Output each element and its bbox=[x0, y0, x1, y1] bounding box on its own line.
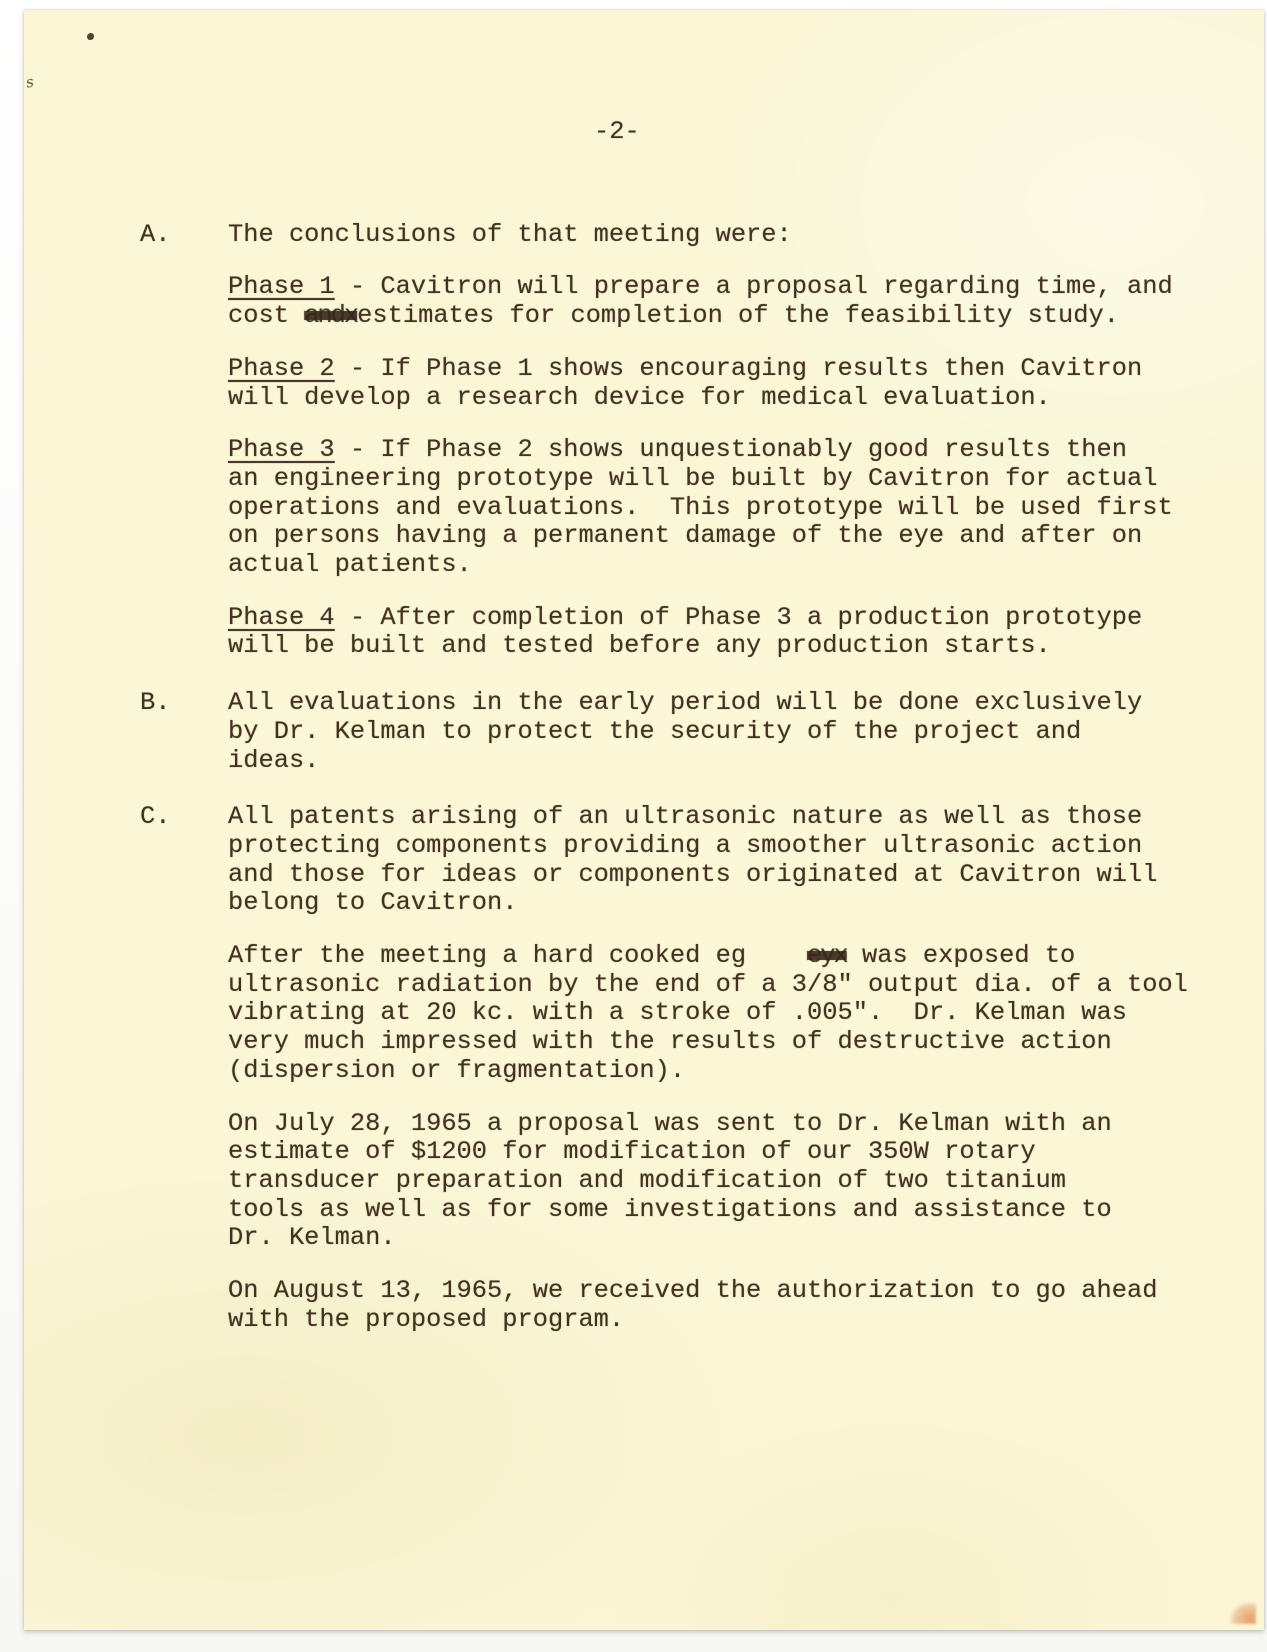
underlined-text: Phase 2 bbox=[228, 353, 335, 383]
paragraph bbox=[228, 604, 1264, 661]
text-line: All patents arising of an ultrasonic nature as well as those bbox=[228, 802, 1143, 832]
section-label: C. bbox=[140, 802, 171, 832]
document-sections bbox=[24, 221, 1264, 1335]
document-page bbox=[24, 10, 1264, 1630]
paragraph bbox=[228, 221, 1264, 250]
text-line: actual patients. bbox=[228, 550, 472, 580]
text-line: Phase 1 - Cavitron will prepare a proposal regarding time, and bbox=[228, 272, 1173, 302]
underlined-text: Phase 1 bbox=[228, 272, 335, 302]
text-line: transducer preparation and modification of two titanium bbox=[228, 1165, 1067, 1195]
text-line: tools as well as for some investigations and assistance to bbox=[228, 1194, 1112, 1224]
text-line: vibrating at 20 kc. with a stroke of .005". Dr. Kelman was bbox=[228, 998, 1127, 1028]
section-label: B. bbox=[140, 688, 171, 718]
underlined-text: Phase 4 bbox=[228, 602, 335, 632]
paragraph bbox=[228, 1110, 1264, 1254]
paragraph bbox=[228, 942, 1264, 1086]
text-line: After the meeting a hard cooked eg eyx was exposed to bbox=[228, 941, 1076, 971]
text-line: ultrasonic radiation by the end of a 3/8" output dia. of a tool bbox=[228, 969, 1188, 999]
section-content bbox=[228, 803, 1264, 1334]
text-line: will be built and tested before any production starts. bbox=[228, 631, 1051, 661]
section-label: A. bbox=[140, 219, 171, 249]
text-line: very much impressed with the results of destructive action bbox=[228, 1027, 1112, 1057]
struck-out-text: eyx bbox=[807, 941, 847, 971]
text-line: estimate of $1200 for modification of our 350W rotary bbox=[228, 1137, 1036, 1167]
page-number: -2- bbox=[594, 117, 640, 146]
text-line: Phase 3 - If Phase 2 shows unquestionably good results then bbox=[228, 435, 1127, 465]
underlined-text: Phase 3 bbox=[228, 435, 335, 465]
text-line: operations and evaluations. This prototype will be used first bbox=[228, 492, 1173, 522]
text-line: All evaluations in the early period will be done exclusively bbox=[228, 688, 1143, 718]
text-line: Phase 2 - If Phase 1 shows encouraging results then Cavitron bbox=[228, 353, 1143, 383]
text-line: will develop a research device for medical evaluation. bbox=[228, 382, 1051, 412]
text-line: protecting components providing a smoother ultrasonic action bbox=[228, 830, 1143, 860]
section-content bbox=[228, 221, 1264, 661]
paragraph bbox=[228, 273, 1264, 330]
text-line: with the proposed program. bbox=[228, 1304, 625, 1334]
corner-smudge-icon bbox=[1230, 1602, 1256, 1624]
text-line: cost andxestimates for completion of the feasibility study. bbox=[228, 301, 1119, 331]
document-section bbox=[24, 803, 1264, 1334]
section-content bbox=[228, 689, 1264, 775]
ink-speck-icon bbox=[87, 33, 94, 40]
text-line: The conclusions of that meeting were: bbox=[228, 219, 792, 249]
text-line: and those for ideas or components originated at Cavitron will bbox=[228, 859, 1158, 889]
text-line: Phase 4 - After completion of Phase 3 a production prototype bbox=[228, 602, 1143, 632]
document-section bbox=[24, 689, 1264, 775]
document-section bbox=[24, 221, 1264, 661]
paragraph bbox=[228, 689, 1264, 775]
text-line: On August 13, 1965, we received the authorization to go ahead bbox=[228, 1276, 1158, 1306]
text-line: an engineering prototype will be built by Cavitron for actual bbox=[228, 463, 1158, 493]
struck-out-text: andx bbox=[304, 301, 358, 331]
text-line: ideas. bbox=[228, 745, 320, 775]
text-line: belong to Cavitron. bbox=[228, 888, 518, 918]
paragraph bbox=[228, 436, 1264, 580]
text-line: On July 28, 1965 a proposal was sent to Dr. Kelman with an bbox=[228, 1108, 1112, 1138]
text-line: by Dr. Kelman to protect the security of the project and bbox=[228, 716, 1082, 746]
pencil-scribble-icon: s bbox=[24, 72, 36, 92]
paragraph bbox=[228, 355, 1264, 412]
paragraph bbox=[228, 803, 1264, 918]
text-line: Dr. Kelman. bbox=[228, 1223, 396, 1253]
paragraph bbox=[228, 1277, 1264, 1334]
text-line: on persons having a permanent damage of the eye and after on bbox=[228, 521, 1143, 551]
text-line: (dispersion or fragmentation). bbox=[228, 1055, 686, 1085]
